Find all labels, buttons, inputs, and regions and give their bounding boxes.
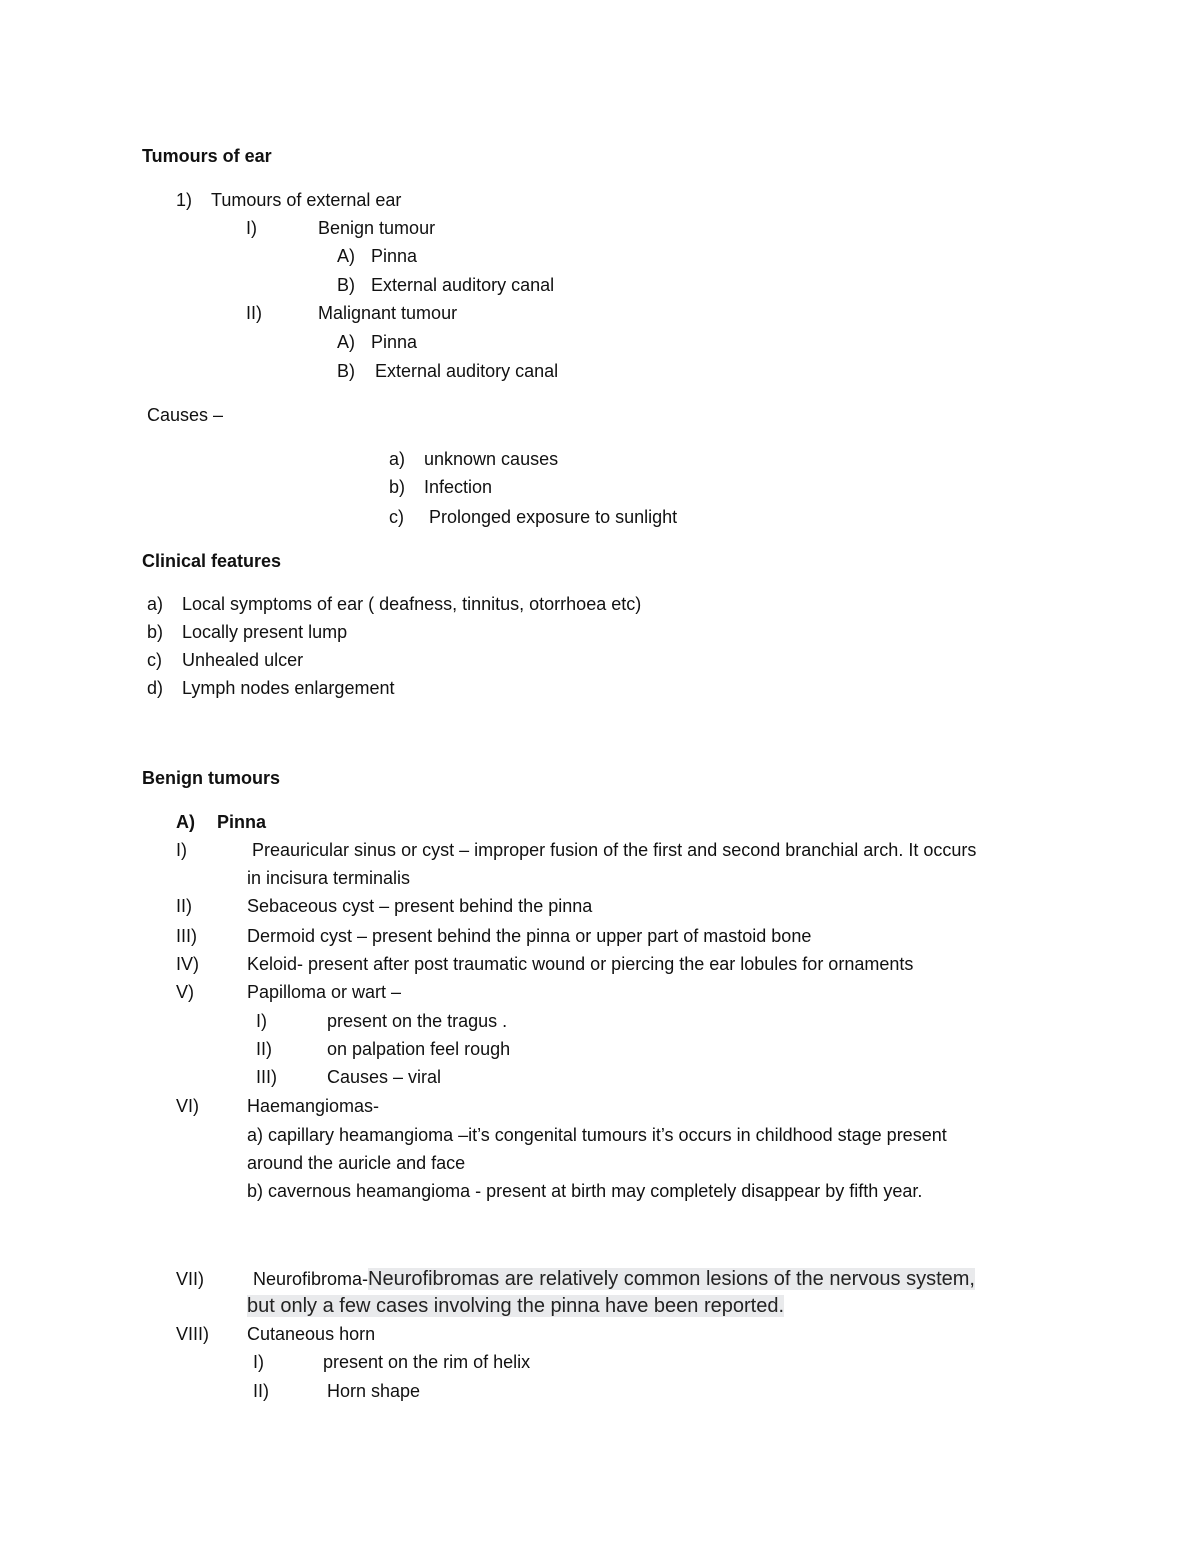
- sub-item: present on the tragus .: [327, 1011, 508, 1031]
- outline-item: Benign tumour: [318, 218, 436, 238]
- list-label: c): [389, 507, 404, 527]
- sub-item: a) capillary heamangioma –it’s congenital tumours it’s occurs in childhood stage present: [247, 1125, 947, 1145]
- sub-item: Horn shape: [327, 1381, 421, 1401]
- roman-label: VIII): [176, 1324, 210, 1344]
- outline-item: External auditory canal: [375, 361, 559, 381]
- roman-item-term: Neurofibroma-: [253, 1269, 369, 1289]
- list-label: a): [389, 449, 406, 469]
- sub-item: present on the rim of helix: [323, 1352, 531, 1372]
- roman-label: V): [176, 982, 194, 1002]
- sub-label: I): [256, 1011, 267, 1031]
- list-item: Locally present lump: [182, 622, 348, 642]
- sub-label: II): [256, 1039, 272, 1059]
- list-item: Unhealed ulcer: [182, 650, 304, 670]
- roman-label: III): [176, 926, 197, 946]
- list-label: c): [147, 650, 162, 670]
- outline-number: 1): [176, 190, 193, 210]
- sub-item: Causes – viral: [327, 1067, 442, 1087]
- subsection-title: Pinna: [217, 812, 267, 832]
- sub-item-continued: around the auricle and face: [247, 1153, 466, 1173]
- sub-item: b) cavernous heamangioma - present at birth may completely disappear by fifth year.: [247, 1181, 923, 1201]
- outline-number: B): [337, 275, 355, 295]
- roman-label: VII): [176, 1269, 205, 1289]
- roman-label: IV): [176, 954, 200, 974]
- outline-number: I): [246, 218, 257, 238]
- sub-label: I): [253, 1352, 264, 1372]
- list-item: Infection: [424, 477, 493, 497]
- list-label: d): [147, 678, 164, 698]
- roman-item-continued: in incisura terminalis: [247, 868, 411, 888]
- list-item: Lymph nodes enlargement: [182, 678, 395, 698]
- list-label: b): [147, 622, 164, 642]
- list-label: b): [389, 477, 406, 497]
- roman-label: I): [176, 840, 187, 860]
- roman-item: Haemangiomas-: [247, 1096, 380, 1116]
- sub-item: on palpation feel rough: [327, 1039, 511, 1059]
- roman-item: Sebaceous cyst – present behind the pinna: [247, 896, 593, 916]
- roman-item-continued: [247, 1295, 784, 1317]
- list-label: a): [147, 594, 164, 614]
- roman-item: [253, 1268, 975, 1290]
- sub-label: II): [253, 1381, 269, 1401]
- roman-item: Papilloma or wart –: [247, 982, 402, 1002]
- outline-number: A): [337, 246, 355, 266]
- outline-item: Malignant tumour: [318, 303, 458, 323]
- list-item: unknown causes: [424, 449, 559, 469]
- list-item: Prolonged exposure to sunlight: [429, 507, 678, 527]
- sub-label: III): [256, 1067, 277, 1087]
- subsection-label: A): [176, 812, 195, 832]
- list-item: Local symptoms of ear ( deafness, tinnitus, otorrhoea etc): [182, 594, 642, 614]
- roman-item: Cutaneous horn: [247, 1324, 376, 1344]
- outline-item: Pinna: [371, 332, 418, 352]
- roman-label: II): [176, 896, 192, 916]
- roman-item: Dermoid cyst – present behind the pinna or upper part of mastoid bone: [247, 926, 812, 946]
- outline-number: A): [337, 332, 355, 352]
- outline-item: Tumours of external ear: [211, 190, 402, 210]
- outline-item: Pinna: [371, 246, 418, 266]
- outline-item: External auditory canal: [371, 275, 555, 295]
- outline-number: II): [246, 303, 262, 323]
- roman-item: Preauricular sinus or cyst – improper fusion of the first and second branchial arch. It occurs: [252, 840, 977, 860]
- highlighted-quote: but only a few cases involving the pinna have been reported.: [247, 1295, 785, 1317]
- roman-label: VI): [176, 1096, 200, 1116]
- section-heading-clinical: Clinical features: [142, 551, 282, 571]
- highlighted-quote: Neurofibromas are relatively common lesions of the nervous system,: [368, 1268, 975, 1290]
- section-heading-causes: Causes –: [147, 405, 224, 425]
- outline-number: B): [337, 361, 355, 381]
- roman-item: Keloid- present after post traumatic wound or piercing the ear lobules for ornaments: [247, 954, 914, 974]
- page-title: Tumours of ear: [142, 146, 272, 166]
- section-heading-benign: Benign tumours: [142, 768, 280, 788]
